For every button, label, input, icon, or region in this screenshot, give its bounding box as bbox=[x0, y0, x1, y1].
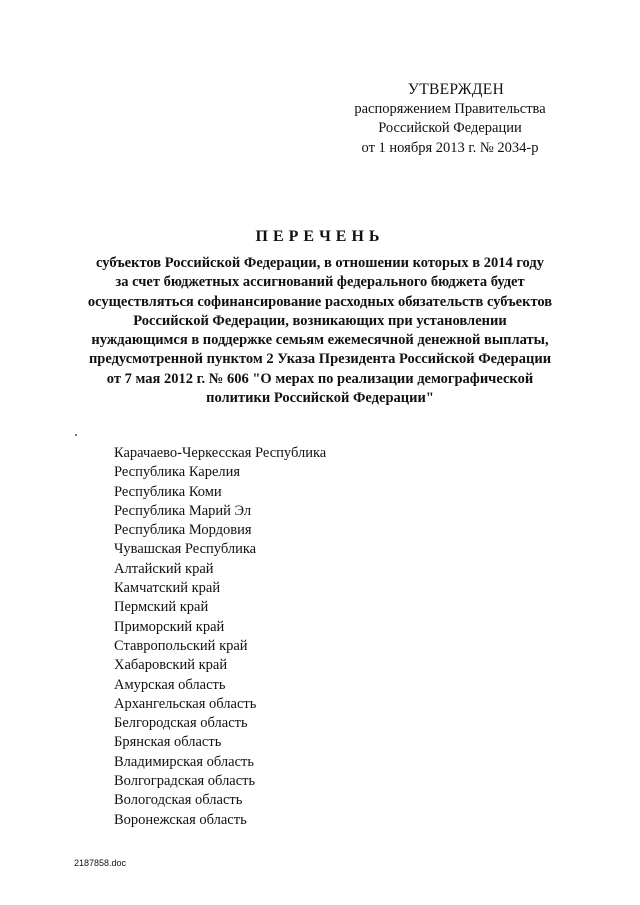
list-item: Вологодская область bbox=[114, 792, 243, 809]
list-item: Владимирская область bbox=[114, 753, 254, 770]
document-subtitle bbox=[70, 254, 570, 408]
subtitle-line: политики Российской Федерации" bbox=[206, 390, 434, 407]
subjects-list bbox=[114, 444, 326, 830]
list-item: Архангельская область bbox=[114, 695, 257, 712]
list-item: Хабаровский край bbox=[114, 657, 228, 674]
document-heading bbox=[70, 226, 570, 408]
list-item: Волгоградская область bbox=[114, 773, 256, 790]
list-item: Белгородская область bbox=[114, 715, 248, 732]
list-item: Воронежская область bbox=[114, 811, 247, 828]
subtitle-line: субъектов Российской Федерации, в отношении которых в 2014 году bbox=[96, 255, 544, 271]
list-item: Карачаево-Черкесская Республика bbox=[114, 445, 327, 461]
subtitle-line: от 7 мая 2012 г. № 606 "О мерах по реализации демографической bbox=[106, 370, 534, 387]
list-item: Республика Мордовия bbox=[114, 522, 252, 539]
document-title: ПЕРЕЧЕНЬ bbox=[255, 228, 385, 245]
list-item: Алтайский край bbox=[114, 560, 214, 577]
list-item: Брянская область bbox=[114, 734, 222, 751]
approval-line-1: распоряжением Правительства bbox=[354, 100, 546, 117]
subtitle-line: осуществляться софинансирование расходных обязательств субъектов bbox=[87, 293, 553, 310]
subtitle-line: Российской Федерации, возникающих при установлении bbox=[133, 312, 507, 329]
list-item: Камчатский край bbox=[114, 580, 221, 597]
list-item: Ставропольский край bbox=[114, 637, 248, 654]
subtitle-line: за счет бюджетных ассигнований федерального бюджета будет bbox=[115, 274, 525, 291]
approval-line-3: от 1 ноября 2013 г. № 2034-р bbox=[361, 139, 539, 156]
list-item: Амурская область bbox=[114, 676, 226, 693]
list-item: Чувашская Республика bbox=[114, 541, 257, 558]
approval-block bbox=[325, 80, 575, 158]
subtitle-line: предусмотренной пунктом 2 Указа Президента Российской Федерации bbox=[88, 351, 552, 368]
file-name-footer: 2187858.doc bbox=[74, 858, 127, 868]
list-item: Приморский край bbox=[114, 618, 225, 635]
list-item: Республика Коми bbox=[114, 483, 222, 500]
list-item: Пермский край bbox=[114, 599, 209, 616]
list-item: Республика Карелия bbox=[114, 464, 241, 481]
list-item: Республика Марий Эл bbox=[114, 502, 252, 519]
subtitle-line: нуждающимся в поддержке семьям ежемесячной денежной выплаты, bbox=[91, 332, 549, 349]
approval-line-2: Российской Федерации bbox=[378, 120, 522, 136]
scan-speck bbox=[75, 434, 77, 436]
approved-stamp: УТВЕРЖДЕН bbox=[407, 81, 505, 98]
